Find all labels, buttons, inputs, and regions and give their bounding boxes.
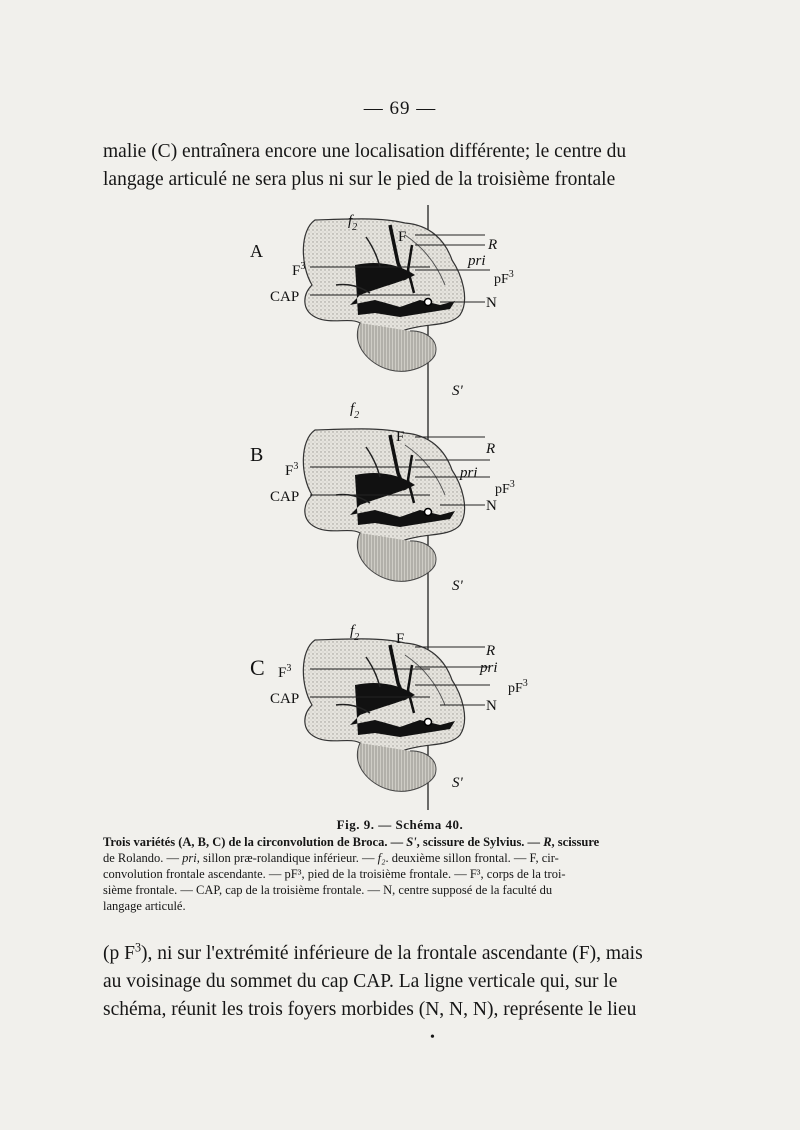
label-f3: $F^3$ xyxy=(292,261,306,279)
page-number: — 69 — xyxy=(363,98,437,119)
label-f2: $f_2$ xyxy=(350,401,360,421)
caption-line-5: langage articulé. xyxy=(103,899,186,913)
label-n: N xyxy=(486,698,497,714)
label-f: F xyxy=(398,229,407,245)
figure-title: Fig. 9. — Schéma 40. xyxy=(336,817,464,832)
paragraph-bottom-line-1: (p $F^3$), ni sur l'extrémité inférieure de la frontale ascendante (F), mais xyxy=(103,940,643,964)
figure-drawing xyxy=(240,205,560,815)
label-variant-a: A xyxy=(250,241,263,261)
label-s: S' xyxy=(452,383,463,399)
label-variant-c: C xyxy=(250,655,265,680)
label-pf3: $pF^3$ xyxy=(508,678,528,696)
label-pri: pri xyxy=(468,253,486,269)
label-variant-b: B xyxy=(250,444,264,466)
label-pri: pri xyxy=(460,465,478,481)
label-s: S' xyxy=(452,775,463,791)
label-cap: CAP xyxy=(270,489,300,505)
paragraph-top xyxy=(103,138,693,194)
paragraph-bottom xyxy=(103,940,693,1024)
broca-schema-figure xyxy=(240,205,560,815)
label-pf3: $pF^3$ xyxy=(495,479,515,497)
label-f2: $f_2$ xyxy=(350,623,360,643)
focus-point-n xyxy=(425,299,432,306)
paragraph-bottom-line-3: schéma, réunit les trois foyers morbides (N, N, N), représente le lieu xyxy=(103,999,637,1020)
schema-variant-c xyxy=(303,639,464,791)
label-r: R xyxy=(486,441,496,457)
caption-line-4: sième frontale. — CAP, cap de la troisième frontale. — N, centre supposé de la faculté du xyxy=(103,883,553,897)
label-r: R xyxy=(488,237,498,253)
label-f3: $F^3$ xyxy=(285,461,299,479)
page-end-mark: • xyxy=(430,1030,435,1045)
label-f2: $f_2$ xyxy=(348,213,358,233)
label-r: R xyxy=(486,643,496,659)
paragraph-top-line-1: malie (C) entraînera encore une localisation différente; le centre du xyxy=(103,141,627,162)
label-s: S' xyxy=(452,578,463,594)
caption-line-3: convolution frontale ascendante. — pF³, pied de la troisième frontale. — F³, corps de la troi- xyxy=(103,867,566,881)
label-cap: CAP xyxy=(270,289,300,305)
label-f: F xyxy=(396,631,405,647)
label-f: F xyxy=(396,429,405,445)
focus-point-n xyxy=(425,719,432,726)
paragraph-top-line-2: langage articulé ne sera plus ni sur le pied de la troisième frontale xyxy=(103,169,616,190)
paragraph-bottom-line-2: au voisinage du sommet du cap CAP. La ligne verticale qui, sur le xyxy=(103,971,618,992)
label-cap: CAP xyxy=(270,691,300,707)
label-n: N xyxy=(486,295,497,311)
label-f3: $F^3$ xyxy=(278,663,292,681)
label-pri: pri xyxy=(480,660,498,676)
label-n: N xyxy=(486,498,497,514)
caption-line-1: Trois variétés (A, B, C) de la circonvolution de Broca. — S', scissure de Sylvius. — R, scissure xyxy=(103,835,600,849)
caption-line-2: de Rolando. — pri, sillon præ-rolandique inférieur. — f₂. deuxième sillon frontal. — F, cir- xyxy=(103,851,559,865)
focus-point-n xyxy=(425,509,432,516)
figure-caption xyxy=(103,834,693,914)
label-pf3: $pF^3$ xyxy=(494,269,514,287)
